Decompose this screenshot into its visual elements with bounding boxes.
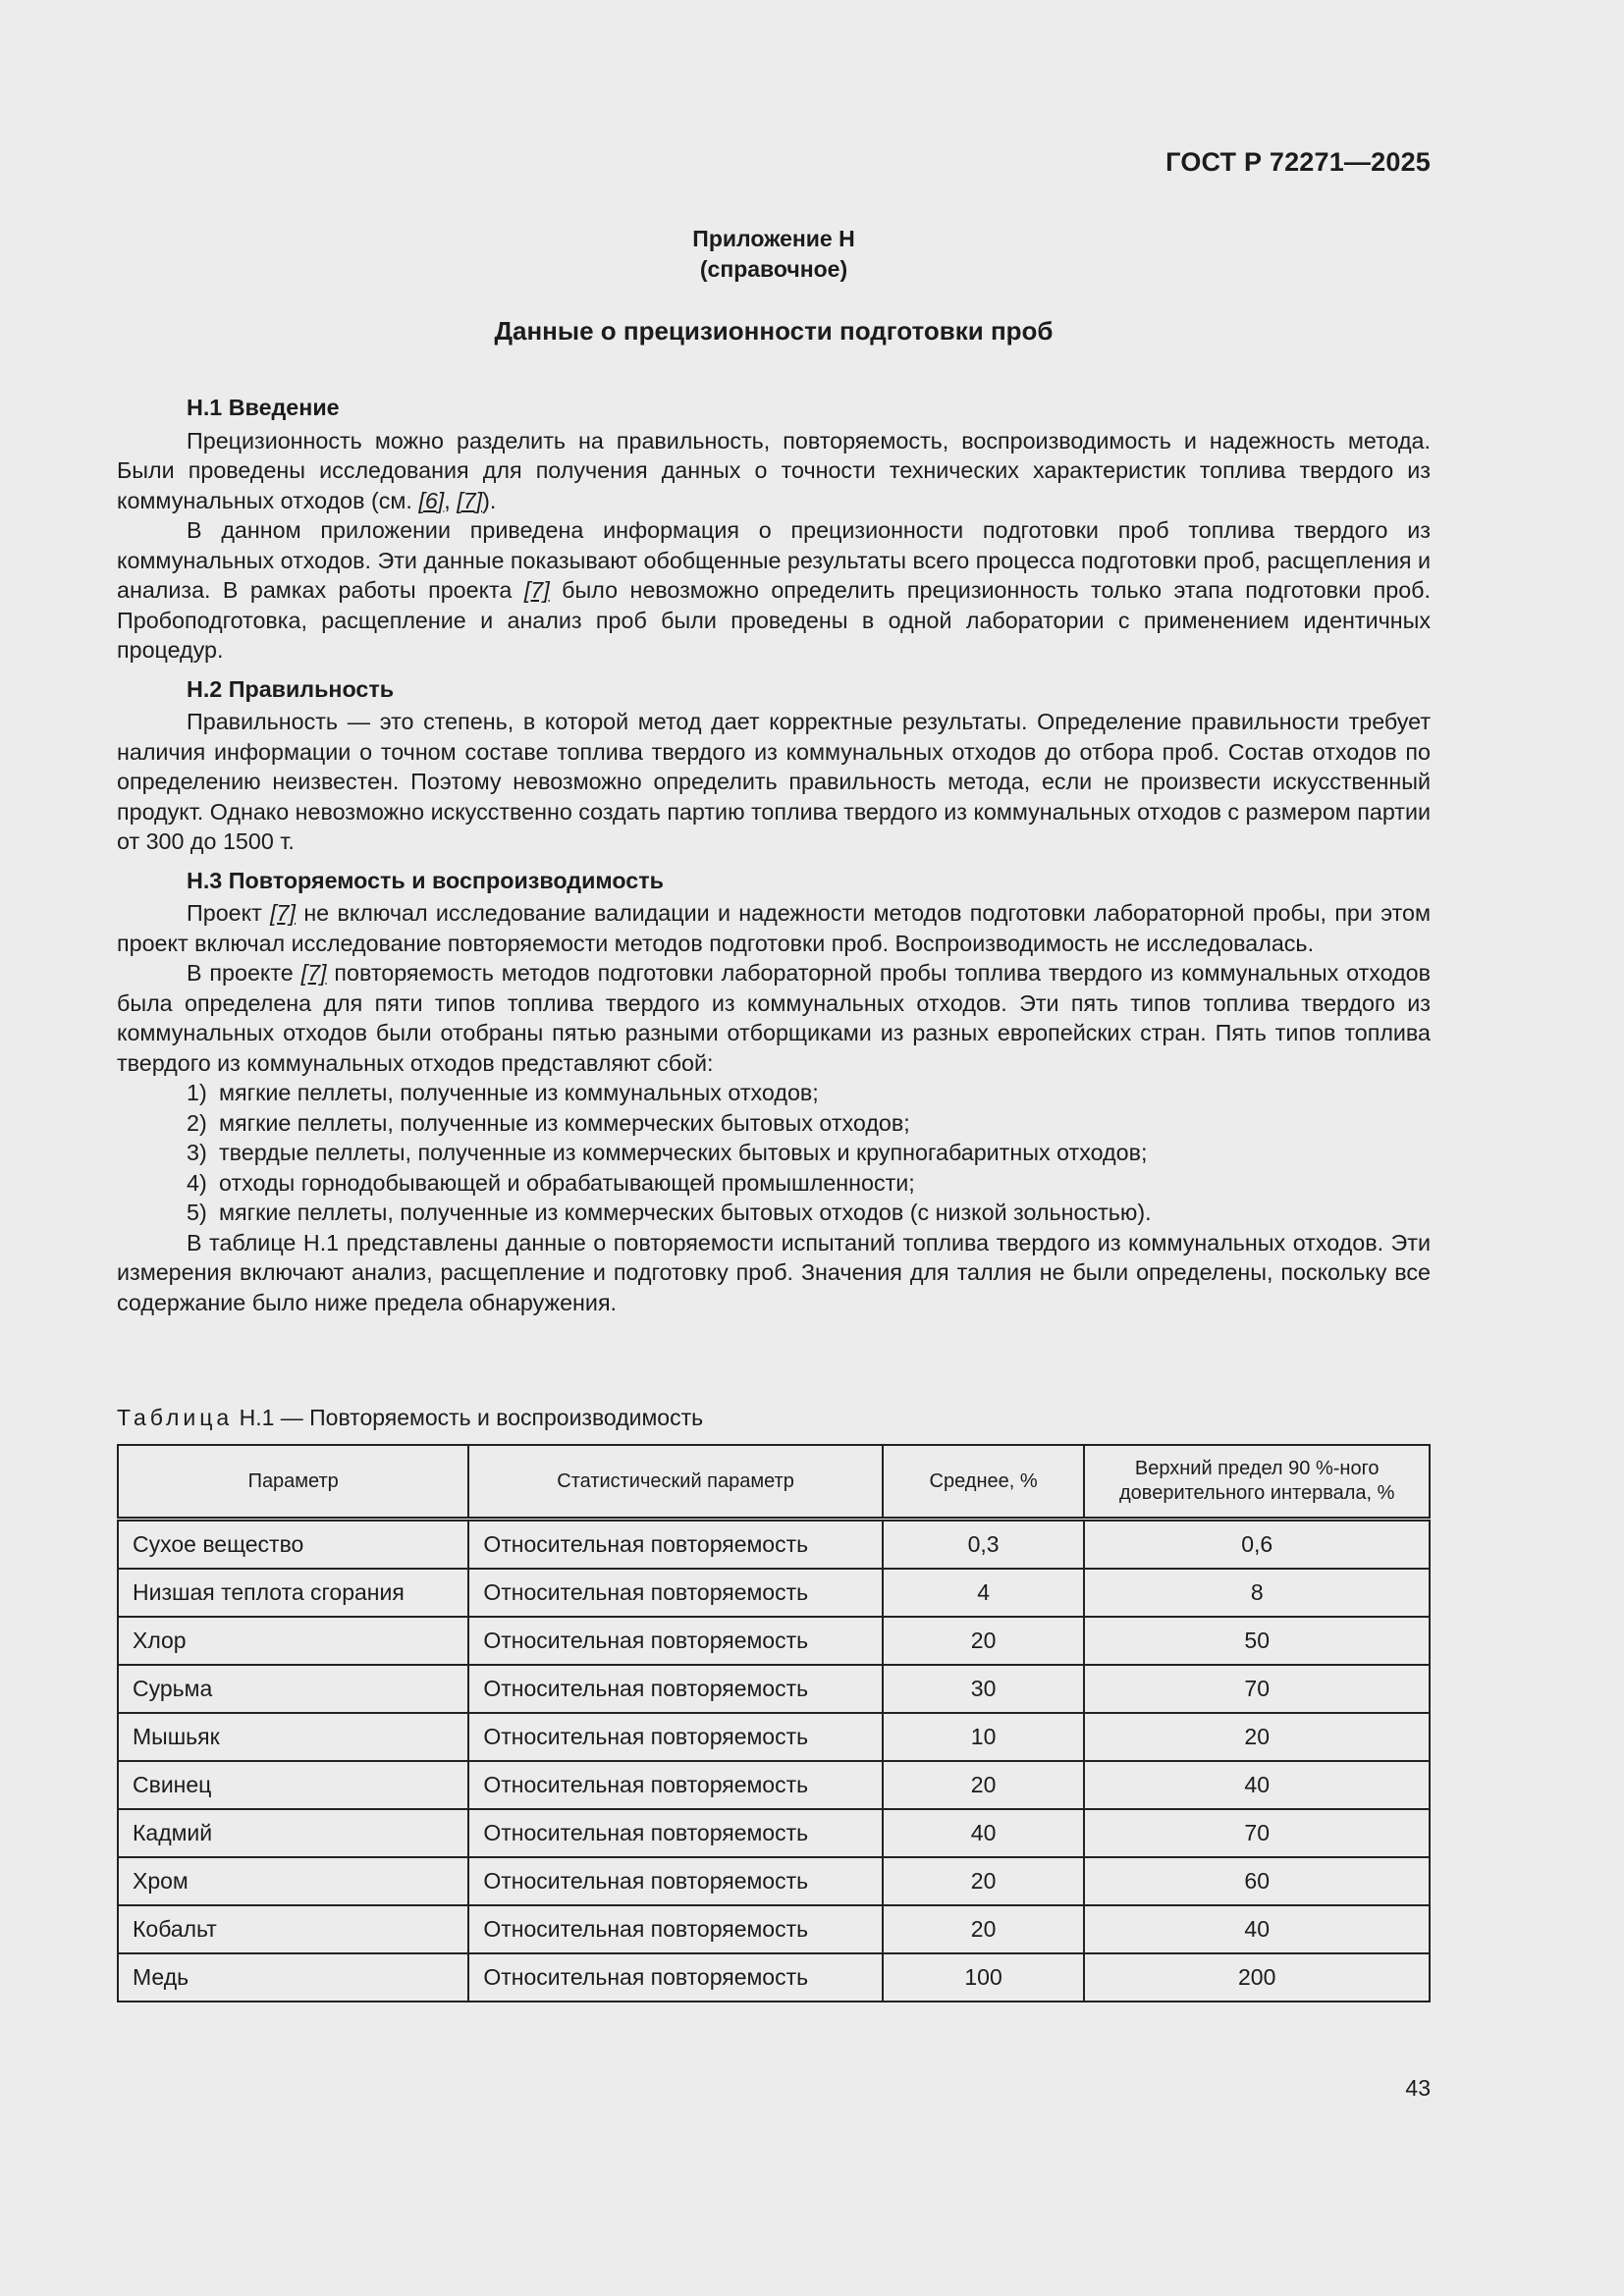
table-cell: Относительная повторяемость — [468, 1905, 882, 1953]
table-cell: 20 — [1084, 1713, 1430, 1761]
table-cell: 10 — [883, 1713, 1085, 1761]
table-cell: 40 — [1084, 1761, 1430, 1809]
table-cell: 100 — [883, 1953, 1085, 2002]
paragraph: Правильность — это степень, в которой метод дает корректные результаты. Определение правильности требует наличия информации о точном составе топлива твердого из коммунальных отходов до отбора проб. Состав отходов по определению неизвестен. Поэтому невозможно определить правильность метода, если не произвести искусственный продукт. Однако невозможно искусственно создать партию топлива твердого из коммунальных отходов с размером партии от 300 до 1500 т. — [117, 709, 1431, 854]
table-cell: 20 — [883, 1905, 1085, 1953]
section-trueness — [117, 674, 1431, 857]
page-number: 43 — [1405, 2075, 1431, 2101]
table-cell: 20 — [883, 1617, 1085, 1665]
paragraph: В данном приложении приведена информация о прецизионности подготовки проб топлива твердого из коммунальных отходов. Эти данные показывают обобщенные результаты всего процесса подготовки проб, расщепления и анализа. В рамках работы проекта [7] было невозможно определить прецизионность только этапа подготовки проб. Пробоподготовка, расщепление и анализ проб были проведены в одной лаборатории с применением идентичных процедур. — [117, 517, 1431, 663]
table-row — [118, 1617, 1430, 1665]
section-repeatability — [117, 866, 1431, 1318]
table-cell: Относительная повторяемость — [468, 1761, 882, 1809]
table-cell: Мышьяк — [118, 1713, 468, 1761]
table-row — [118, 1953, 1430, 2002]
table-cell: Сурьма — [118, 1665, 468, 1713]
table-cell: Хром — [118, 1857, 468, 1905]
section-heading: Н.1 Введение — [187, 395, 340, 420]
table-row — [118, 1665, 1430, 1713]
table-row — [118, 1520, 1430, 1570]
table-cell: 70 — [1084, 1809, 1430, 1857]
list-item: 2) мягкие пеллеты, полученные из коммерческих бытовых отходов; — [187, 1109, 910, 1136]
table-cell: Относительная повторяемость — [468, 1569, 882, 1617]
section-heading: Н.2 Правильность — [187, 675, 395, 702]
document-code: ГОСТ Р 72271—2025 — [1165, 147, 1431, 177]
table-cell: 0,3 — [883, 1520, 1085, 1570]
table-cell: Относительная повторяемость — [468, 1617, 882, 1665]
table-row — [118, 1905, 1430, 1953]
table-cell: Относительная повторяемость — [468, 1713, 882, 1761]
table-cell: 50 — [1084, 1617, 1430, 1665]
appendix-title: Приложение Н — [692, 226, 855, 251]
reference-link[interactable]: [7] — [523, 577, 550, 603]
table-row — [118, 1857, 1430, 1905]
column-header: Среднее, % — [883, 1445, 1085, 1520]
table-row — [118, 1569, 1430, 1617]
appendix-kind: (справочное) — [699, 256, 848, 282]
column-header: Параметр — [118, 1445, 468, 1520]
table-cell: Медь — [118, 1953, 468, 2002]
table-cell: 0,6 — [1084, 1520, 1430, 1570]
table-cell: 40 — [1084, 1905, 1430, 1953]
table-cell: Кобальт — [118, 1905, 468, 1953]
document-title: Данные о прецизионности подготовки проб — [494, 316, 1054, 346]
table-cell: 20 — [883, 1761, 1085, 1809]
reference-link[interactable]: [6] — [418, 487, 445, 513]
paragraph: Проект [7] не включал исследование валидации и надежности методов подготовки лабораторной пробы, при этом проект включал исследование повторяемости методов подготовки проб. Воспроизводимость не исследовалась. — [117, 900, 1431, 956]
table-row — [118, 1713, 1430, 1761]
list-item: 5) мягкие пеллеты, полученные из коммерческих бытовых отходов (с низкой зольностью). — [187, 1200, 1152, 1225]
table-cell: Относительная повторяемость — [468, 1953, 882, 2002]
column-header: Статистический параметр — [468, 1445, 882, 1520]
table-cell: Свинец — [118, 1761, 468, 1809]
table-caption: Таблица Н.1 — Повторяемость и воспроизводимость — [117, 1405, 704, 1430]
table-cell: 8 — [1084, 1569, 1430, 1617]
list-item: 4) отходы горнодобывающей и обрабатывающей промышленности; — [187, 1169, 915, 1196]
table-row — [118, 1809, 1430, 1857]
table-row — [118, 1761, 1430, 1809]
section-heading: Н.3 Повторяемость и воспроизводимость — [187, 867, 664, 893]
table-cell: Относительная повторяемость — [468, 1809, 882, 1857]
table-cell: 30 — [883, 1665, 1085, 1713]
paragraph: В таблице Н.1 представлены данные о повторяемости испытаний топлива твердого из коммунальных отходов. Эти измерения включают анализ, расщепление и подготовку проб. Значения для таллия не были определены, поскольку все содержание было ниже предела обнаружения. — [117, 1229, 1431, 1315]
reference-link[interactable]: [7] — [457, 487, 483, 513]
table-cell: Хлор — [118, 1617, 468, 1665]
document-body — [117, 393, 1431, 1317]
table-cell: 60 — [1084, 1857, 1430, 1905]
table-cell: Относительная повторяемость — [468, 1520, 882, 1570]
table-cell: 4 — [883, 1569, 1085, 1617]
list-item: 3) твердые пеллеты, полученные из коммерческих бытовых и крупногабаритных отходов; — [187, 1140, 1148, 1165]
table-header-row — [118, 1445, 1430, 1520]
paragraph: В проекте [7] повторяемость методов подготовки лабораторной пробы топлива твердого из коммунальных отходов была определена для пяти типов топлива твердого из коммунальных отходов. Эти пять типов топлива твердого из коммунальных отходов были отобраны пятью разными отборщиками из разных европейских стран. Пять типов топлива твердого из коммунальных отходов представляют сбой: — [117, 960, 1431, 1076]
table-cell: Низшая теплота сгорания — [118, 1569, 468, 1617]
table-cell: Сухое вещество — [118, 1520, 468, 1570]
appendix-heading — [117, 224, 1431, 285]
reference-link[interactable]: [7] — [270, 900, 296, 926]
table-cell: Относительная повторяемость — [468, 1665, 882, 1713]
table-cell: Относительная повторяемость — [468, 1857, 882, 1905]
table-cell: 200 — [1084, 1953, 1430, 2002]
column-header: Верхний предел 90 %-ного доверительного интервала, % — [1084, 1445, 1430, 1520]
table-cell: Кадмий — [118, 1809, 468, 1857]
repeatability-table — [117, 1444, 1431, 2002]
section-introduction — [117, 393, 1431, 666]
table-cell: 70 — [1084, 1665, 1430, 1713]
reference-link[interactable]: [7] — [300, 960, 327, 986]
paragraph: Прецизионность можно разделить на правильность, повторяемость, воспроизводимость и надежность метода. Были проведены исследования для получения данных о точности технических характеристик топлива твердого из коммунальных отходов (см. [6], [7]). — [117, 427, 1431, 513]
fuel-types-list — [117, 1078, 1431, 1228]
list-item: 1) мягкие пеллеты, полученные из коммунальных отходов; — [187, 1080, 819, 1105]
table-cell: 40 — [883, 1809, 1085, 1857]
table-cell: 20 — [883, 1857, 1085, 1905]
